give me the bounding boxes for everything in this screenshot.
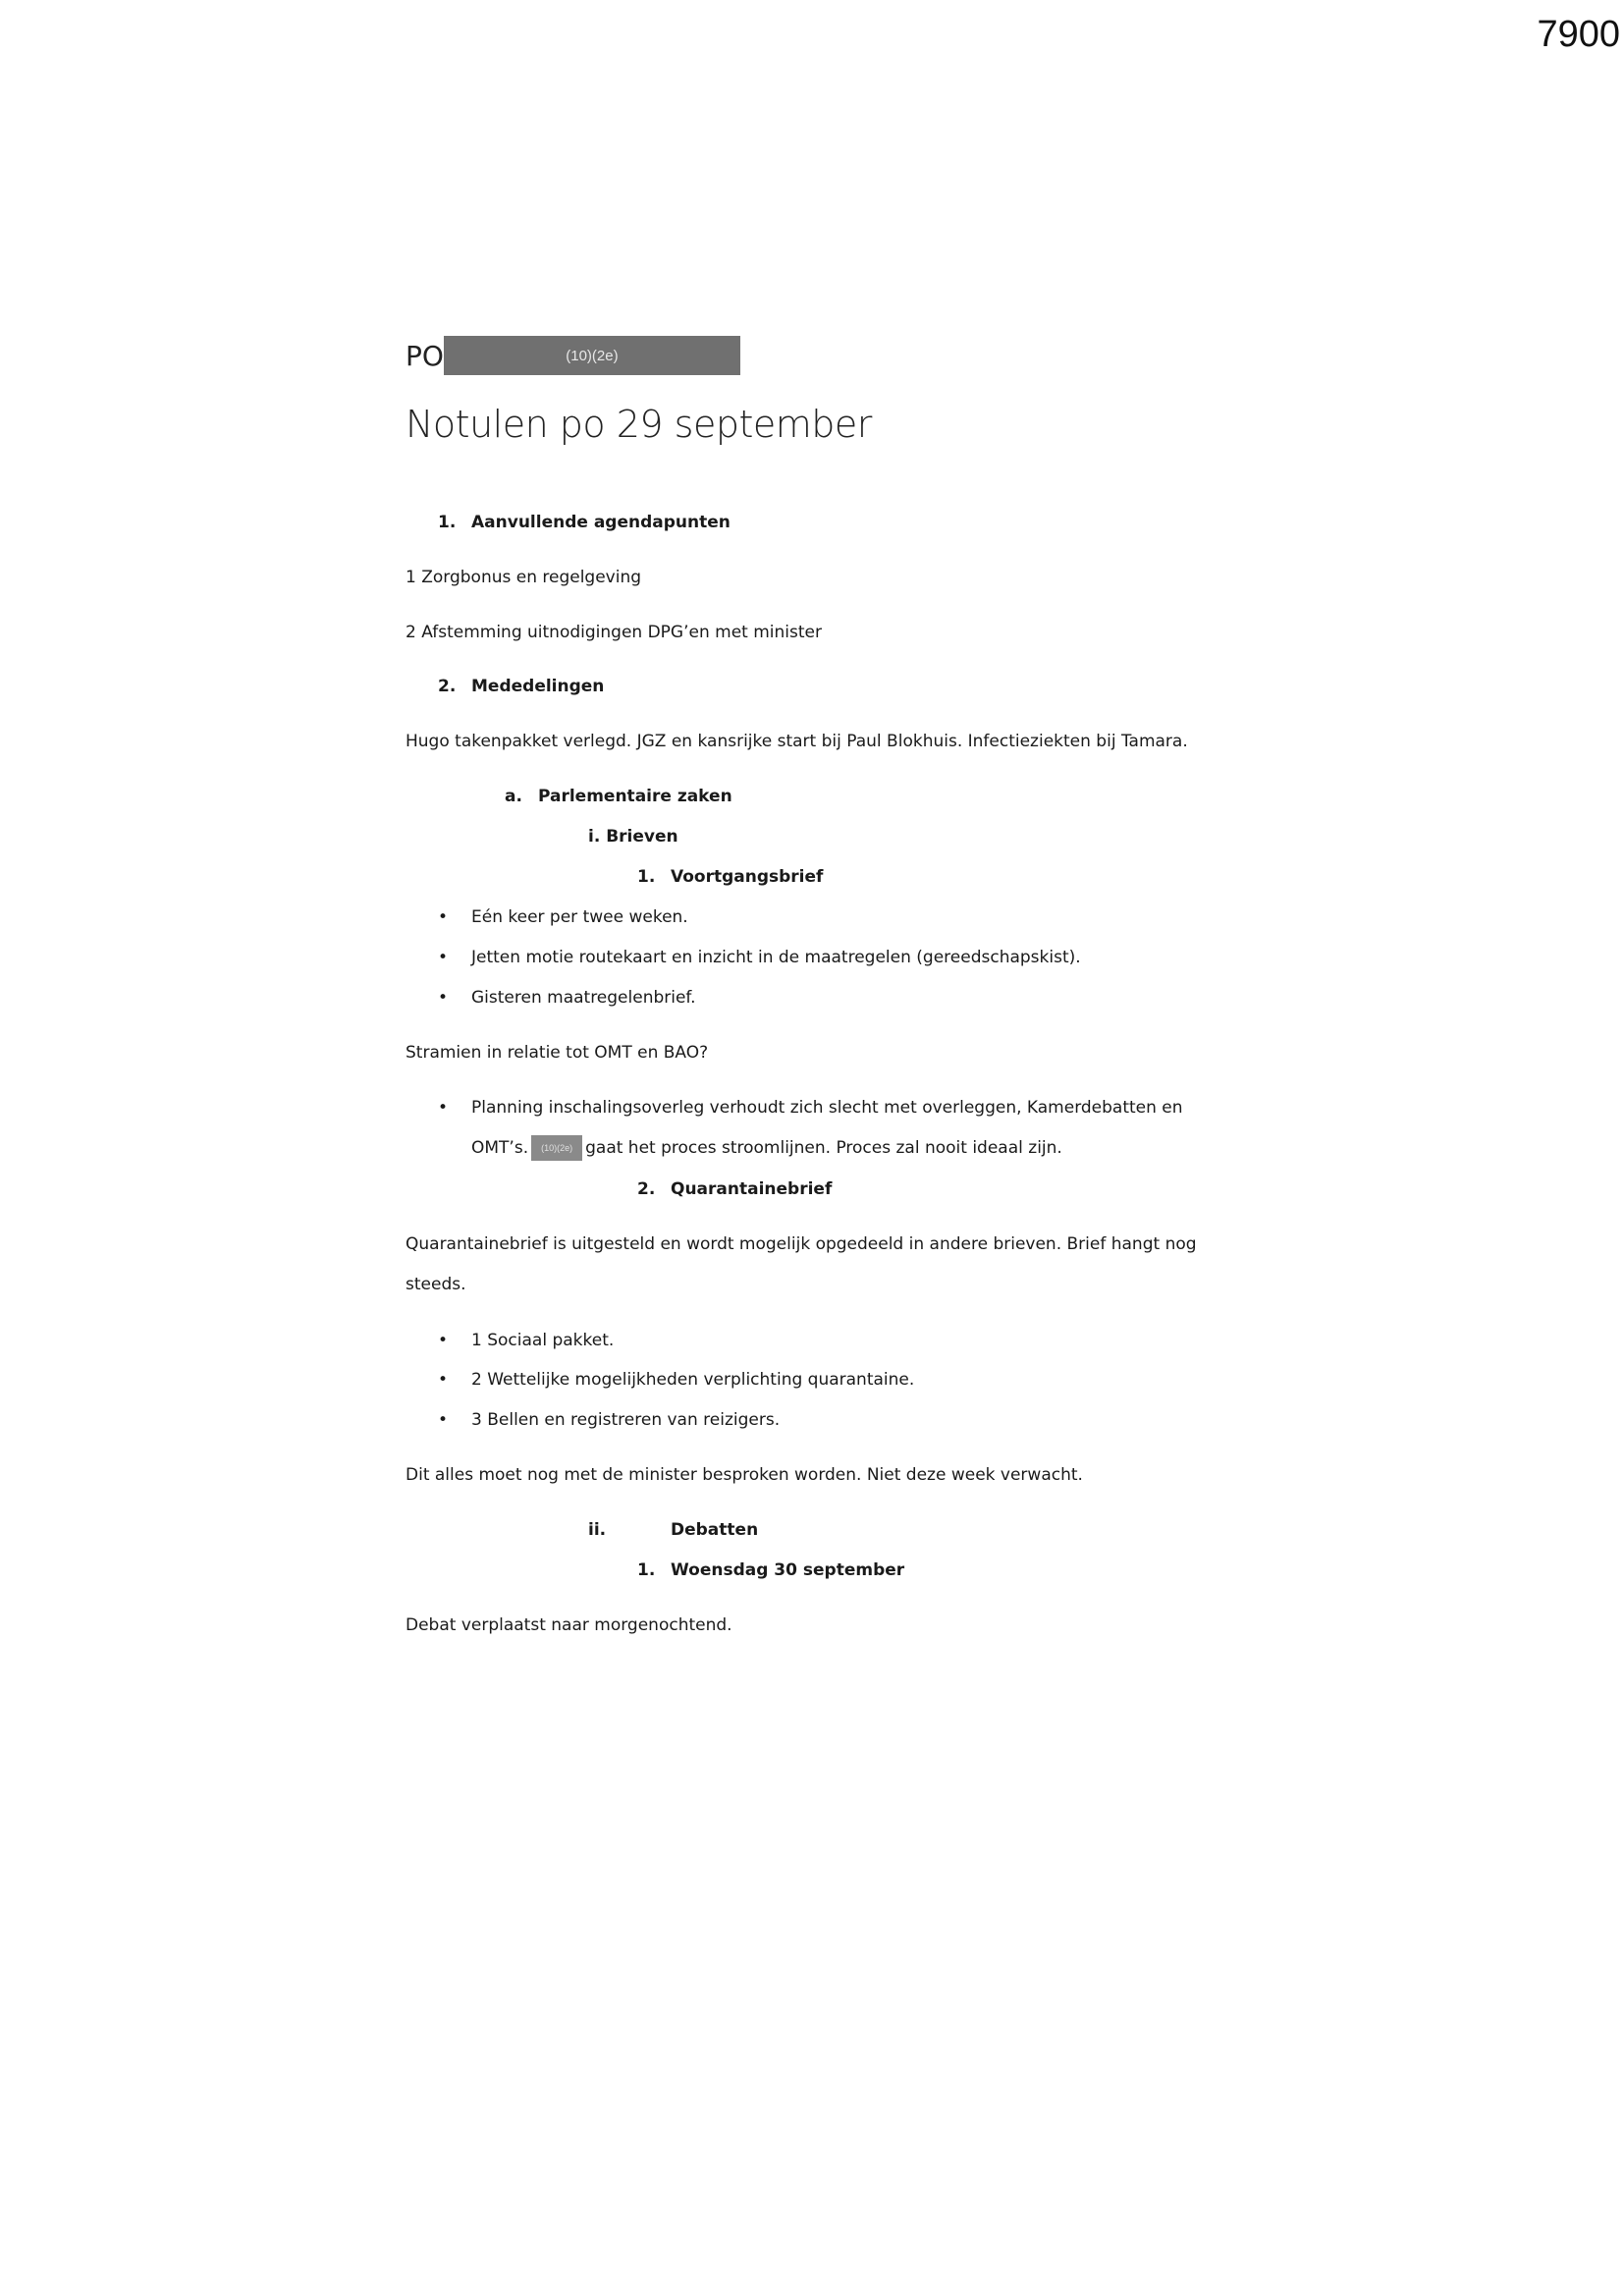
header-label: PO xyxy=(406,339,444,372)
subsection-ii-heading: Debatten xyxy=(671,1520,759,1540)
stramien-text: Stramien in relatie tot OMT en BAO? xyxy=(406,1043,709,1063)
debat-text: Debat verplaatst naar morgenochtend. xyxy=(406,1615,732,1635)
subsection-i-heading: i. Brieven xyxy=(588,827,678,847)
redaction-block: (10)(2e) xyxy=(444,336,740,375)
bullet-icon: • xyxy=(438,1098,449,1118)
mededelingen-text: Hugo takenpakket verlegd. JGZ en kansrijke start bij Paul Blokhuis. Infectieziekten bij Tamara. xyxy=(406,732,1188,751)
list-item: 2 Wettelijke mogelijkheden verplichting quarantaine. xyxy=(471,1370,915,1390)
bullet-icon: • xyxy=(438,1370,449,1390)
list-item: 3 Bellen en registreren van reizigers. xyxy=(471,1410,781,1430)
document-header xyxy=(406,336,740,375)
agenda-item-1: 1 Zorgbonus en regelgeving xyxy=(406,568,642,587)
agenda-item-2: 2 Afstemming uitnodigingen DPG’en met minister xyxy=(406,623,822,642)
page-title: Notulen po 29 september xyxy=(406,403,872,446)
section-2-heading: 2. Mededelingen xyxy=(438,677,605,696)
bullet-icon: • xyxy=(438,948,449,967)
list-item: Gisteren maatregelenbrief. xyxy=(471,988,696,1008)
subsection-ii-number: ii. xyxy=(588,1520,607,1540)
subsection-a-heading: a. Parlementaire zaken xyxy=(505,787,732,806)
bullet-icon: • xyxy=(438,907,449,927)
bullet-icon: • xyxy=(438,1410,449,1430)
quarantaine-text-line-1: Quarantainebrief is uitgesteld en wordt mogelijk opgedeeld in andere brieven. Brief hangt nog xyxy=(406,1234,1197,1254)
quarantainebrief-heading: 2. Quarantainebrief xyxy=(637,1179,833,1199)
woensdag-heading: 1. Woensdag 30 september xyxy=(637,1560,905,1580)
section-1-heading: 1. Aanvullende agendapunten xyxy=(438,513,731,532)
list-item: Jetten motie routekaart en inzicht in de maatregelen (gereedschapskist). xyxy=(471,948,1081,967)
voortgangsbrief-heading: 1. Voortgangsbrief xyxy=(637,867,824,887)
minister-text: Dit alles moet nog met de minister besproken worden. Niet deze week verwacht. xyxy=(406,1465,1083,1485)
list-item: Eén keer per twee weken. xyxy=(471,907,688,927)
quarantaine-text-line-2: steeds. xyxy=(406,1275,466,1294)
page-number: 7900 xyxy=(1537,14,1620,55)
list-item: 1 Sociaal pakket. xyxy=(471,1331,615,1350)
planning-line-2: OMT’s. (10)(2e) gaat het proces stroomlijnen. Proces zal nooit ideaal zijn. xyxy=(471,1135,1062,1161)
planning-line-1: Planning inschalingsoverleg verhoudt zich slecht met overleggen, Kamerdebatten en xyxy=(471,1098,1183,1118)
bullet-icon: • xyxy=(438,1331,449,1350)
bullet-icon: • xyxy=(438,988,449,1008)
redaction-block: (10)(2e) xyxy=(531,1135,582,1161)
